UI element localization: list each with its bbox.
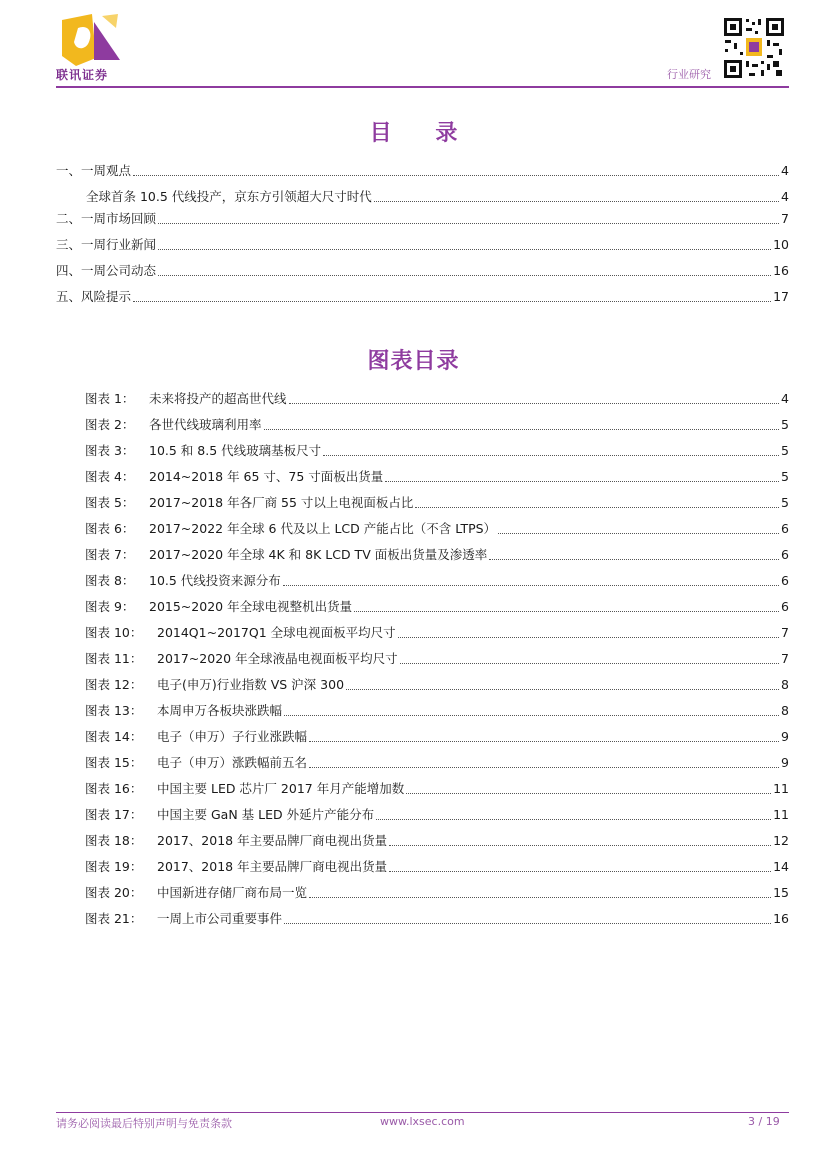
figure-page: 9: [781, 729, 789, 744]
figure-page: 14: [773, 859, 789, 874]
figure-number: 图表 10：: [85, 625, 143, 640]
figure-label: 中国主要 GaN 基 LED 外延片产能分布: [157, 807, 375, 822]
figure-page: 7: [781, 625, 789, 640]
figure-page: 11: [773, 781, 789, 796]
section-label: 行业研究: [667, 68, 711, 81]
figure-number: 图表 21：: [85, 911, 143, 926]
figure-number: 图表 4：: [85, 469, 135, 484]
dot-leader: [264, 429, 780, 430]
figure-number: 图表 8：: [85, 573, 135, 588]
figure-number: 图表 1：: [85, 391, 135, 406]
dot-leader: [133, 301, 771, 302]
figure-entry[interactable]: [85, 390, 789, 408]
figure-label: 电子（申万）子行业涨跌幅: [157, 729, 308, 744]
figure-label: 电子（申万）涨跌幅前五名: [157, 755, 308, 770]
dot-leader: [309, 897, 771, 898]
toc-entry-label: 全球首条 10.5 代线投产，京东方引领超大尺寸时代: [86, 189, 372, 204]
figure-number: 图表 11：: [85, 651, 143, 666]
figure-entry[interactable]: [85, 884, 789, 902]
figure-number: 图表 2：: [85, 417, 135, 432]
figure-number: 图表 9：: [85, 599, 135, 614]
figure-page: 11: [773, 807, 789, 822]
figure-entry[interactable]: [85, 676, 789, 694]
figure-entry[interactable]: [85, 754, 789, 772]
figure-entry[interactable]: [85, 442, 789, 460]
dot-leader: [289, 403, 780, 404]
figure-label: 2017~2020 年全球 4K 和 8K LCD TV 面板出货量及渗透率: [149, 547, 488, 562]
figure-label: 2014Q1~2017Q1 全球电视面板平均尺寸: [157, 625, 396, 640]
figure-page: 6: [781, 573, 789, 588]
toc-entry-label: 二、一周市场回顾: [56, 211, 157, 226]
website-link[interactable]: www.lxsec.com: [380, 1115, 465, 1128]
dot-leader: [346, 689, 779, 690]
figure-page: 4: [781, 391, 789, 406]
figure-page: 12: [773, 833, 789, 848]
qr-code-icon: [722, 16, 786, 80]
figure-label: 中国新进存储厂商布局一览: [157, 885, 308, 900]
figure-page: 5: [781, 417, 789, 432]
figure-page: 16: [773, 911, 789, 926]
toc-entry[interactable]: [86, 188, 789, 206]
disclaimer-link[interactable]: 请务必阅读最后特别声明与免责条款: [56, 1117, 232, 1130]
figure-number: 图表 20：: [85, 885, 143, 900]
figure-page: 9: [781, 755, 789, 770]
page-header: [0, 0, 827, 90]
dot-leader: [284, 715, 779, 716]
figure-label: 2017~2020 年全球液晶电视面板平均尺寸: [157, 651, 398, 666]
figure-page: 6: [781, 521, 789, 536]
figure-number: 图表 16：: [85, 781, 143, 796]
figure-entry[interactable]: [85, 728, 789, 746]
toc-entry[interactable]: [56, 236, 789, 254]
dot-leader: [133, 175, 779, 176]
dot-leader: [309, 741, 779, 742]
figure-page: 7: [781, 651, 789, 666]
figure-label: 10.5 和 8.5 代线玻璃基板尺寸: [149, 443, 322, 458]
figure-number: 图表 19：: [85, 859, 143, 874]
figure-entry[interactable]: [85, 650, 789, 668]
figure-page: 6: [781, 547, 789, 562]
figure-entry[interactable]: [85, 910, 789, 928]
dot-leader: [389, 845, 771, 846]
figure-label: 2017、2018 年主要品牌厂商电视出货量: [157, 859, 388, 874]
figure-number: 图表 17：: [85, 807, 143, 822]
toc-entry-label: 一、一周观点: [56, 163, 132, 178]
toc-entry[interactable]: [56, 262, 789, 280]
figure-label: 未来将投产的超高世代线: [149, 391, 287, 406]
dot-leader: [283, 585, 779, 586]
dot-leader: [406, 793, 771, 794]
dot-leader: [415, 507, 779, 508]
footer-divider: [56, 1112, 789, 1113]
figure-entry[interactable]: [85, 858, 789, 876]
toc-entry[interactable]: [56, 210, 789, 228]
figure-label: 2017~2018 年各厂商 55 寸以上电视面板占比: [149, 495, 414, 510]
dot-leader: [158, 275, 771, 276]
figure-entry[interactable]: [85, 598, 789, 616]
figure-page: 6: [781, 599, 789, 614]
figure-page: 5: [781, 495, 789, 510]
dot-leader: [354, 611, 779, 612]
figure-label: 2017、2018 年主要品牌厂商电视出货量: [157, 833, 388, 848]
dot-leader: [489, 559, 779, 560]
figure-number: 图表 3：: [85, 443, 135, 458]
figure-label: 各世代线玻璃利用率: [149, 417, 262, 432]
figure-entry[interactable]: [85, 780, 789, 798]
figure-number: 图表 6：: [85, 521, 135, 536]
figure-entry[interactable]: [85, 702, 789, 720]
toc-entry-label: 三、一周行业新闻: [56, 237, 157, 252]
dot-leader: [158, 249, 771, 250]
figure-entry[interactable]: [85, 624, 789, 642]
toc-entry-label: 五、风险提示: [56, 289, 132, 304]
figure-page: 5: [781, 469, 789, 484]
figure-label: 2014~2018 年 65 寸、75 寸面板出货量: [149, 469, 384, 484]
dot-leader: [309, 767, 779, 768]
figure-page: 5: [781, 443, 789, 458]
figure-label: 10.5 代线投资来源分布: [149, 573, 281, 588]
figure-page: 15: [773, 885, 789, 900]
figure-number: 图表 18：: [85, 833, 143, 848]
figure-number: 图表 7：: [85, 547, 135, 562]
figure-label: 本周申万各板块涨跌幅: [157, 703, 283, 718]
figure-page: 8: [781, 703, 789, 718]
toc-entry-page: 17: [773, 289, 789, 304]
toc-entry-label: 四、一周公司动态: [56, 263, 157, 278]
toc-title: 目 录: [369, 121, 476, 146]
logo-text: 联讯证券: [56, 68, 109, 82]
figure-label: 电子(申万)行业指数 VS 沪深 300: [157, 677, 345, 692]
figure-entry[interactable]: [85, 546, 789, 564]
toc-entry-page: 4: [781, 163, 789, 178]
figure-number: 图表 13：: [85, 703, 143, 718]
figure-label: 中国主要 LED 芯片厂 2017 年月产能增加数: [157, 781, 405, 796]
figure-label: 一周上市公司重要事件: [157, 911, 283, 926]
dot-leader: [400, 663, 779, 664]
toc-entry-page: 16: [773, 263, 789, 278]
toc-entry-page: 7: [781, 211, 789, 226]
figure-entry[interactable]: [85, 806, 789, 824]
toc-entry[interactable]: [56, 288, 789, 306]
page-indicator: 3 / 19: [748, 1115, 780, 1128]
figure-entry[interactable]: [85, 520, 789, 538]
figure-number: 图表 15：: [85, 755, 143, 770]
figure-number: 图表 5：: [85, 495, 135, 510]
figure-entry[interactable]: [85, 416, 789, 434]
figure-list-title: 图表目录: [367, 349, 460, 374]
dot-leader: [389, 871, 771, 872]
toc-entry-page: 4: [781, 189, 789, 204]
figure-number: 图表 12：: [85, 677, 143, 692]
dot-leader: [284, 923, 771, 924]
dot-leader: [385, 481, 779, 482]
figure-entry[interactable]: [85, 572, 789, 590]
toc-entry-page: 10: [773, 237, 789, 252]
dot-leader: [398, 637, 779, 638]
figure-entry[interactable]: [85, 468, 789, 486]
figure-number: 图表 14：: [85, 729, 143, 744]
dot-leader: [323, 455, 779, 456]
dot-leader: [376, 819, 771, 820]
figure-page: 8: [781, 677, 789, 692]
figure-label: 2017~2022 年全球 6 代及以上 LCD 产能占比（不含 LTPS）: [149, 521, 497, 536]
figure-entry[interactable]: [85, 832, 789, 850]
dot-leader: [498, 533, 779, 534]
toc-entry[interactable]: [56, 162, 789, 180]
dot-leader: [374, 201, 779, 202]
figure-label: 2015~2020 年全球电视整机出货量: [149, 599, 353, 614]
header-divider: [56, 86, 789, 88]
dot-leader: [158, 223, 779, 224]
figure-entry[interactable]: [85, 494, 789, 512]
